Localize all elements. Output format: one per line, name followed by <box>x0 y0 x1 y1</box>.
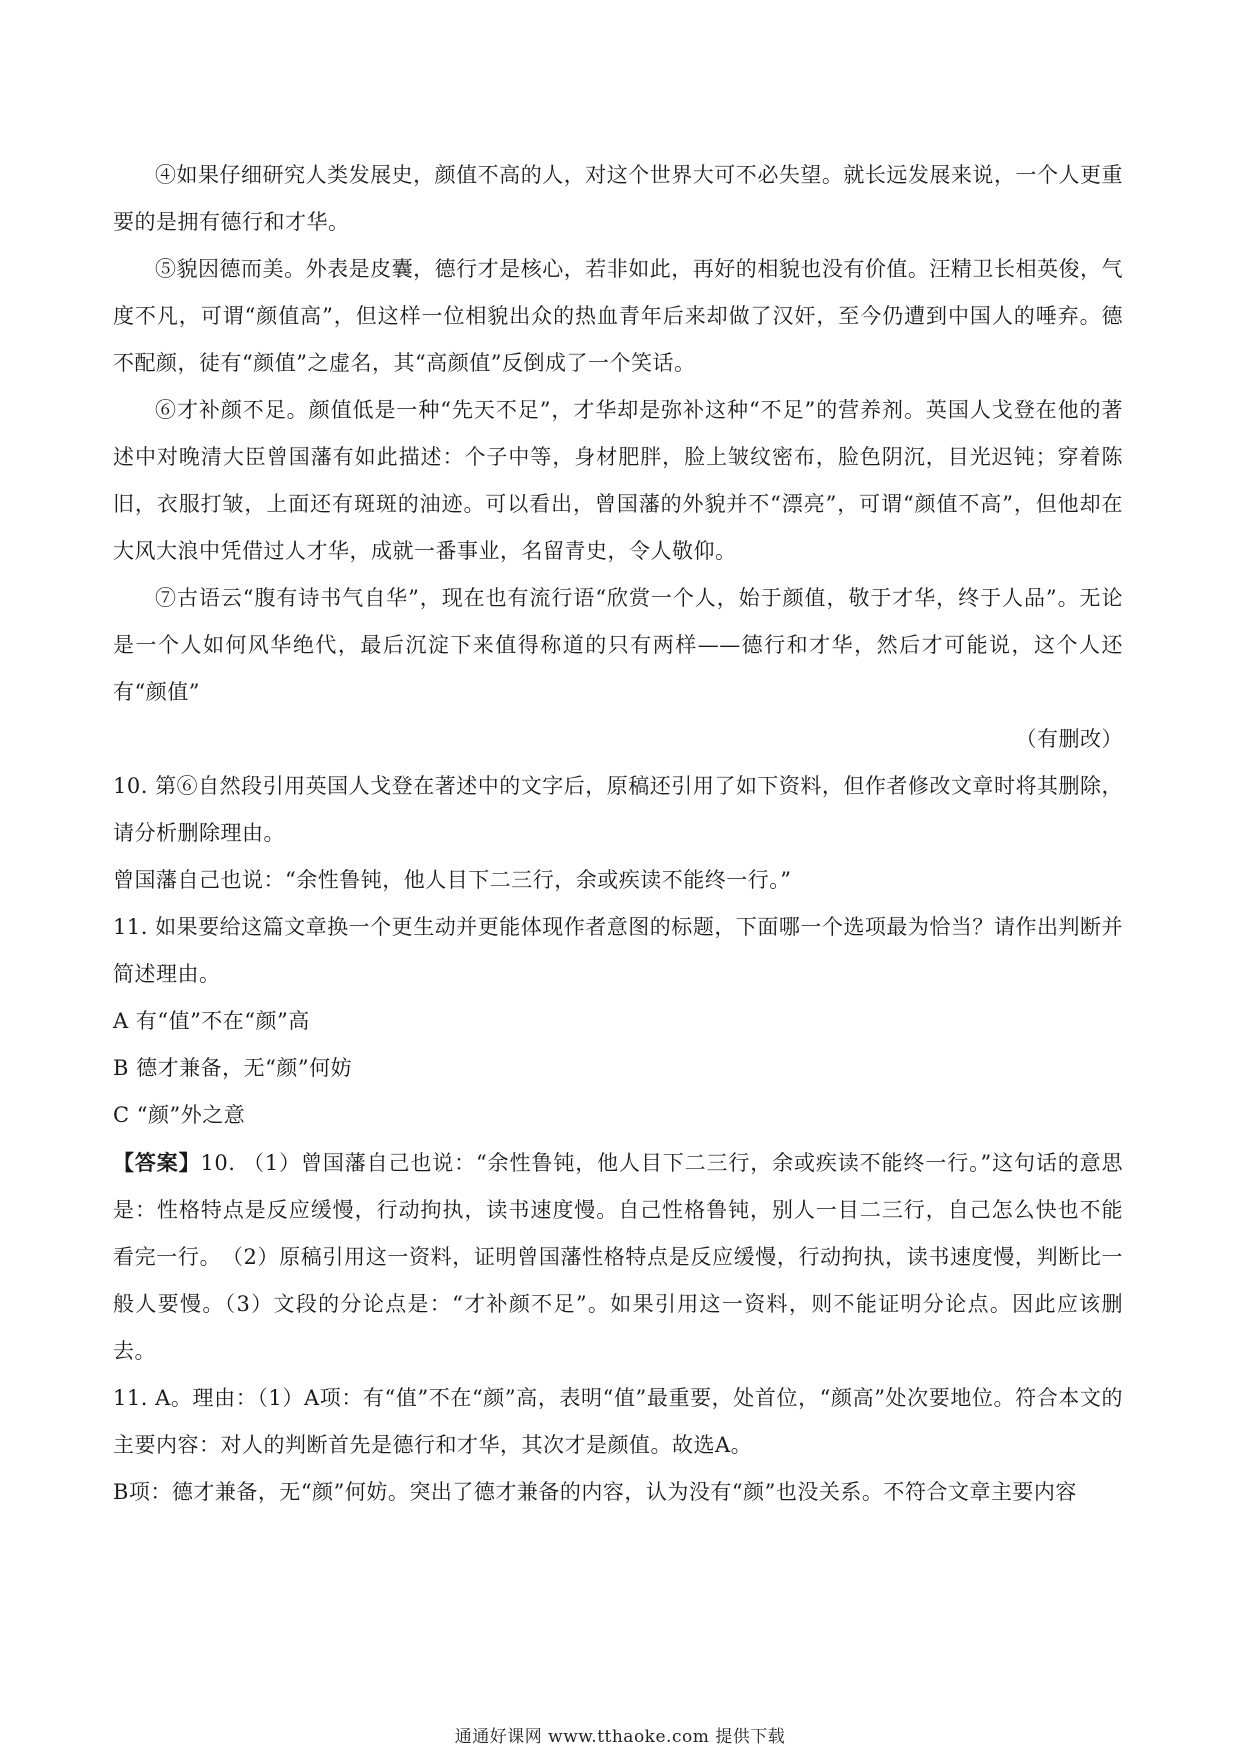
answer-10 <box>113 1139 1123 1375</box>
answer-label: 【答案】 <box>113 1150 201 1175</box>
article-paragraph-4: ④如果仔细研究人类发展史，颜值不高的人，对这个世界大可不必失望。就长远发展来说，一个人更重要的是拥有德行和才华。 <box>113 163 1123 234</box>
answer-11-option-b: B项：德才兼备，无“颜”何妨。突出了德才兼备的内容，认为没有“颜”也没关系。不符合文章主要内容 <box>113 1480 1077 1504</box>
article-paragraph-6: ⑥才补颜不足。颜值低是一种“先天不足”，才华却是弥补这种“不足”的营养剂。英国人戈登在他的著述中对晚清大臣曾国藩有如此描述：个子中等，身材肥胖，脸上皱纹密布，脸色阴沉，目光迟钝；穿着陈旧，衣服打皱，上面还有斑斑的油迹。可以看出，曾国藩的外貌并不“漂亮”，可谓“颜值不高”，但他却在大风大浪中凭借过人才华，成就一番事业，名留青史，令人敬仰。 <box>113 398 1123 563</box>
question-11: 11. 如果要给这篇文章换一个更生动并更能体现作者意图的标题，下面哪一个选项最为恰当？请作出判断并简述理由。 <box>113 915 1123 986</box>
question-11-option-a: A 有“值”不在“颜”高 <box>113 1009 310 1033</box>
question-11-option-b: B 德才兼备，无“颜”何妨 <box>113 1056 353 1080</box>
answer-11: 11. A。理由：（1）A项：有“值”不在“颜”高，表明“值”最重要，处首位，“颜高”处次要地位。符合本文的主要内容：对人的判断首先是德行和才华，其次才是颜值。故选A。 <box>113 1386 1123 1457</box>
question-10: 10. 第⑥自然段引用英国人戈登在著述中的文字后，原稿还引用了如下资料，但作者修改文章时将其删除，请分析删除理由。 <box>113 774 1123 845</box>
article-paragraph-5: ⑤貌因德而美。外表是皮囊，德行才是核心，若非如此，再好的相貌也没有价值。汪精卫长相英俊，气度不凡，可谓“颜值高”，但这样一位相貌出众的热血青年后来却做了汉奸，至今仍遭到中国人的唾弃。德不配颜，徒有“颜值”之虚名，其“高颜值”反倒成了一个笑话。 <box>113 257 1123 375</box>
article-paragraph-7: ⑦古语云“腹有诗书气自华”，现在也有流行语“欣赏一个人，始于颜值，敬于才华，终于人品”。无论是一个人如何风华绝代，最后沉淀下来值得称道的只有两样——德行和才华，然后才可能说，这个人还有“颜值” <box>113 586 1123 704</box>
question-10-quote: 曾国藩自己也说：“余性鲁钝，他人目下二三行，余或疾读不能终一行。” <box>113 868 792 892</box>
answer-10-text: 10. （1）曾国藩自己也说：“余性鲁钝，他人目下二三行，余或疾读不能终一行。”这句话的意思是：性格特点是反应缓慢，行动拘执，读书速度慢。自己性格鲁钝，别人一目二三行，自己怎么快也不能看完一行。 （2）原稿引用这一资料，证明曾国藩性格特点是反应缓慢，行动拘执，读书速度慢，判断比一般人要慢。（3）文段的分论点是：“才补颜不足”。如果引用这一资料，则不能证明分论点。因此应该删去。 <box>113 1151 1123 1363</box>
source-note: （有删改） <box>1015 727 1123 751</box>
question-11-option-c: C “颜”外之意 <box>113 1103 246 1127</box>
page-footer: 通通好课网 www.tthaoke.com 提供下载 <box>454 1727 786 1747</box>
document-content <box>113 152 1123 1516</box>
